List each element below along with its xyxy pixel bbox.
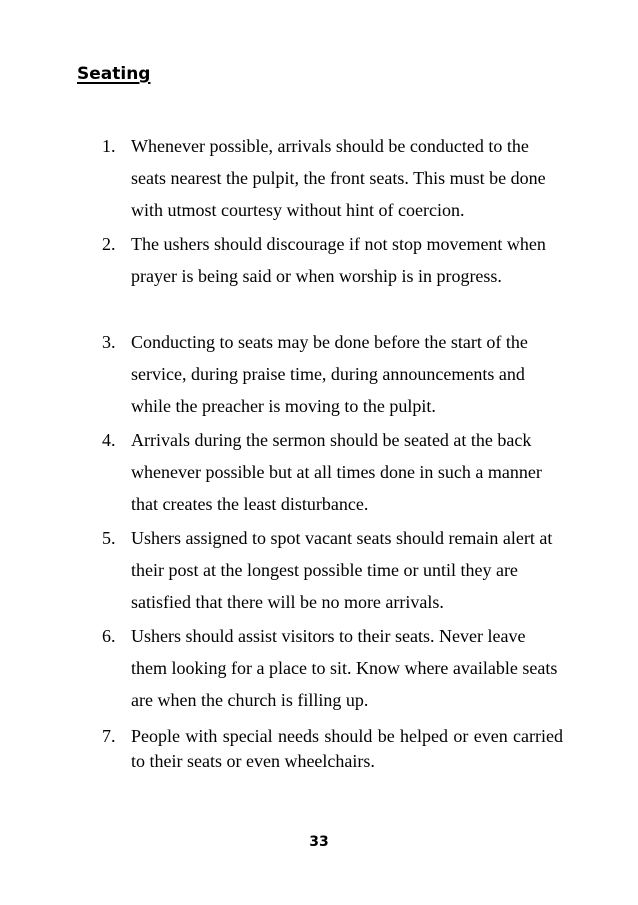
list-item-number: 2. xyxy=(102,234,116,254)
page-number: 33 xyxy=(309,834,329,850)
list-item-number: 5. xyxy=(102,528,116,548)
list-item-text: Arrivals during the sermon should be seated at the back whenever possible but at all times done in such a manner that creates the least disturbance. xyxy=(131,430,542,514)
list-item-number: 4. xyxy=(102,430,116,450)
list-item-text: People with special needs should be helped or even carried to their seats or even wheelchairs. xyxy=(131,726,563,771)
section-heading: Seating xyxy=(77,64,151,84)
list-item-text: Ushers assigned to spot vacant seats should remain alert at their post at the longest possible time or until they are satisfied that there will be no more arrivals. xyxy=(131,528,553,612)
list-item-text: Conducting to seats may be done before the start of the service, during praise time, during announcements and while the preacher is moving to the pulpit. xyxy=(131,332,528,416)
list-item-text: Ushers should assist visitors to their seats. Never leave them looking for a place to sit. Know where available seats are when the church is filling up. xyxy=(131,626,558,710)
list-item-number: 7. xyxy=(102,726,116,746)
list-item-text: Whenever possible, arrivals should be conducted to the seats nearest the pulpit, the front seats. This must be done with utmost courtesy without hint of coercion. xyxy=(131,136,546,220)
list-item-number: 1. xyxy=(102,136,116,156)
list-item-text: The ushers should discourage if not stop movement when prayer is being said or when worship is in progress. xyxy=(131,234,546,286)
list-item-number: 3. xyxy=(102,332,116,352)
list-item-number: 6. xyxy=(102,626,116,646)
